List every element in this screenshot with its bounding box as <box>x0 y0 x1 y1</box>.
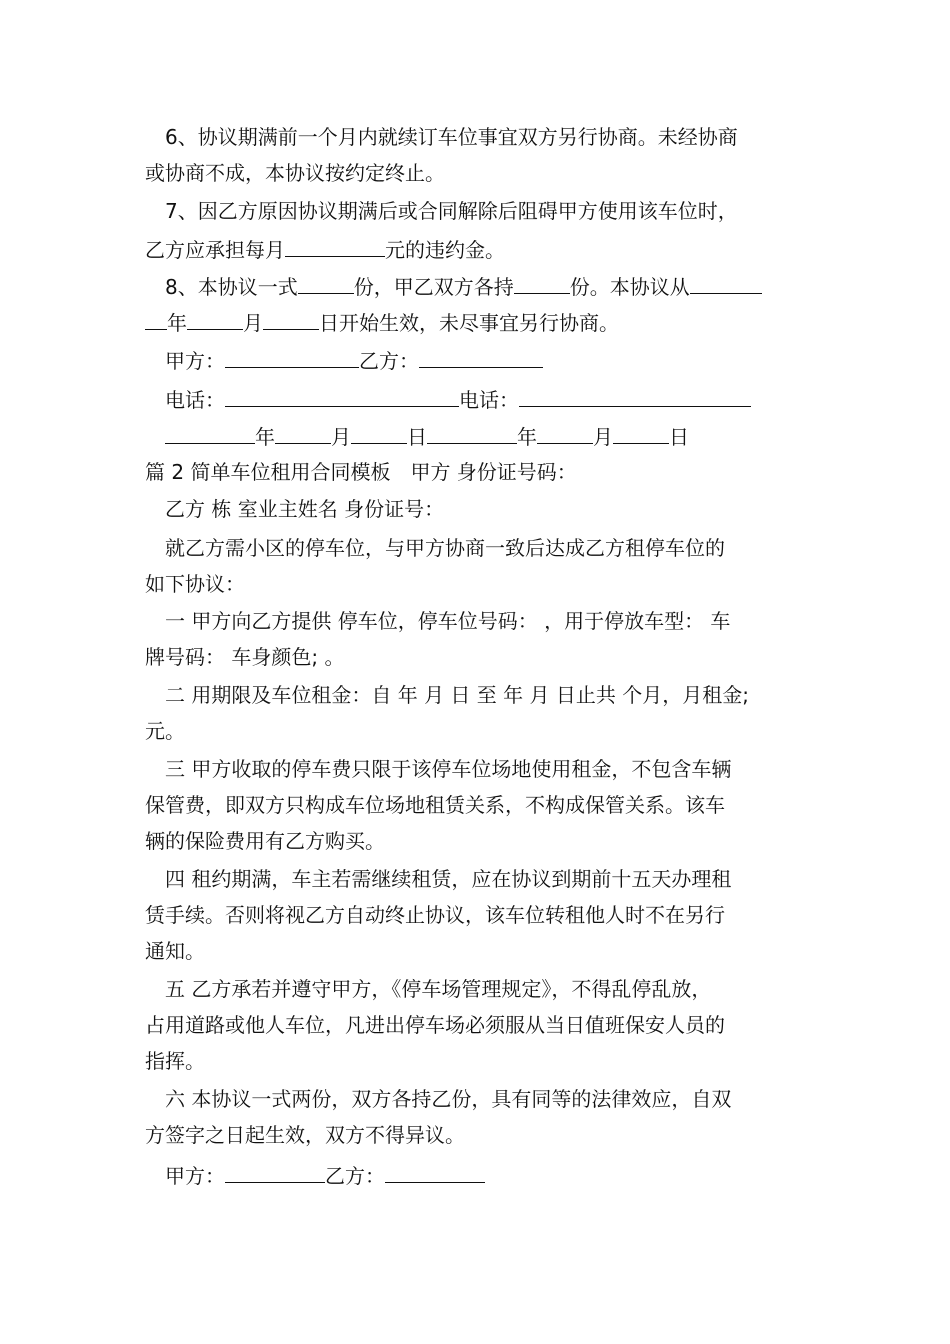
clause-7-line-1 <box>145 198 830 224</box>
text: 月 <box>331 425 351 449</box>
final-signature-line <box>145 1160 830 1189</box>
article-6-line-2 <box>145 1122 810 1148</box>
blank-field <box>225 1160 325 1183</box>
text: 乙方： <box>359 349 419 373</box>
clause-6-line-1 <box>145 124 830 150</box>
text: 元的违约金。 <box>385 238 505 262</box>
text: 6、协议期满前一个月内就续订车位事宜双方另行协商。未经协商 <box>165 125 738 149</box>
text: 元。 <box>145 719 185 743</box>
article-4-line-2 <box>145 902 810 928</box>
article-1-line-1 <box>145 608 830 634</box>
text: 份。本协议从 <box>569 275 690 299</box>
article-5-line-2 <box>145 1012 810 1038</box>
blank-field <box>537 421 593 444</box>
date-line <box>145 421 830 450</box>
text: 通知。 <box>145 939 205 963</box>
text: 赁手续。否则将视乙方自动终止协议，该车位转租他人时不在另行 <box>145 903 725 927</box>
text: 指挥。 <box>145 1049 205 1073</box>
text: 甲方： <box>165 349 225 373</box>
party-b-line <box>145 496 830 522</box>
text: 篇 2 简单车位租用合同模板 甲方 身份证号码： <box>145 460 577 484</box>
blank-field <box>165 421 255 444</box>
text: 辆的保险费用有乙方购买。 <box>145 829 385 853</box>
article-3-line-1 <box>145 756 830 782</box>
text: 年 <box>255 425 275 449</box>
blank-field <box>275 421 331 444</box>
blank-field <box>298 271 354 294</box>
text: 月 <box>243 311 263 335</box>
text: 甲方： <box>165 1164 225 1188</box>
text: 年 <box>167 311 187 335</box>
article-6-line-1 <box>145 1086 830 1112</box>
blank-field <box>519 384 751 407</box>
blank-field <box>285 234 385 257</box>
clause-8-line-2 <box>145 307 810 336</box>
text: 就乙方需小区的停车位，与甲方协商一致后达成乙方租停车位的 <box>165 536 725 560</box>
text: 二 用期限及车位租金：自 年 月 日 至 年 月 日止共 个月，月租金; <box>165 683 749 707</box>
blank-field <box>385 1160 485 1183</box>
text: 保管费，即双方只构成车位场地租赁关系，不构成保管关系。该车 <box>145 793 725 817</box>
article-2-line-1 <box>145 682 830 708</box>
article-3-line-2 <box>145 792 810 818</box>
blank-field <box>187 307 243 330</box>
text: 乙方 栋 室业主姓名 身份证号： <box>165 497 445 521</box>
phone-line <box>145 384 830 413</box>
text: 乙方： <box>325 1164 385 1188</box>
signature-line <box>145 345 830 374</box>
text: 份，甲乙双方各持 <box>353 275 514 299</box>
text: 7、因乙方原因协议期满后或合同解除后阻碍甲方使用该车位时， <box>165 199 738 223</box>
text: 三 甲方收取的停车费只限于该停车位场地使用租金，不包含车辆 <box>165 757 732 781</box>
article-4-line-3 <box>145 938 810 964</box>
text: 方签字之日起生效，双方不得异议。 <box>145 1123 465 1147</box>
article-5-line-3 <box>145 1048 810 1074</box>
preamble-line-1 <box>145 535 830 561</box>
article-5-line-1 <box>145 976 830 1002</box>
text: 年 <box>517 425 537 449</box>
article-1-line-2 <box>145 644 810 670</box>
article-2-line-2 <box>145 718 810 744</box>
text: 电话： <box>165 388 225 412</box>
text: 六 本协议一式两份，双方各持乙份，具有同等的法律效应，自双 <box>165 1087 732 1111</box>
text: 一 甲方向乙方提供 停车位，停车位号码： ，用于停放车型： 车 <box>165 609 731 633</box>
blank-field <box>690 271 762 294</box>
clause-7-line-2 <box>145 234 810 263</box>
text: 占用道路或他人车位，凡进出停车场必须服从当日值班保安人员的 <box>145 1013 725 1037</box>
text: 如下协议： <box>145 572 245 596</box>
text: 五 乙方承若并遵守甲方，《停车场管理规定》，不得乱停乱放， <box>165 977 712 1001</box>
clause-8-line-1 <box>145 271 830 300</box>
section-2-heading <box>145 459 810 485</box>
text: 电话： <box>459 388 519 412</box>
blank-field <box>263 307 319 330</box>
blank-field <box>419 345 543 368</box>
blank-field <box>427 421 517 444</box>
text: 8、本协议一式 <box>165 275 298 299</box>
text: 或协商不成，本协议按约定终止。 <box>145 161 445 185</box>
blank-field <box>145 307 167 330</box>
blank-field <box>613 421 669 444</box>
article-3-line-3 <box>145 828 810 854</box>
text: 牌号码： 车身颜色; 。 <box>145 645 345 669</box>
text: 月 <box>593 425 613 449</box>
blank-field <box>225 384 459 407</box>
blank-field <box>514 271 570 294</box>
text: 日 <box>669 425 689 449</box>
article-4-line-1 <box>145 866 830 892</box>
blank-field <box>225 345 359 368</box>
text: 日开始生效，未尽事宜另行协商。 <box>319 311 619 335</box>
blank-field <box>351 421 407 444</box>
clause-6-line-2 <box>145 160 810 186</box>
text: 四 租约期满，车主若需继续租赁，应在协议到期前十五天办理租 <box>165 867 732 891</box>
preamble-line-2 <box>145 571 810 597</box>
text: 乙方应承担每月 <box>145 238 285 262</box>
text: 日 <box>407 425 427 449</box>
